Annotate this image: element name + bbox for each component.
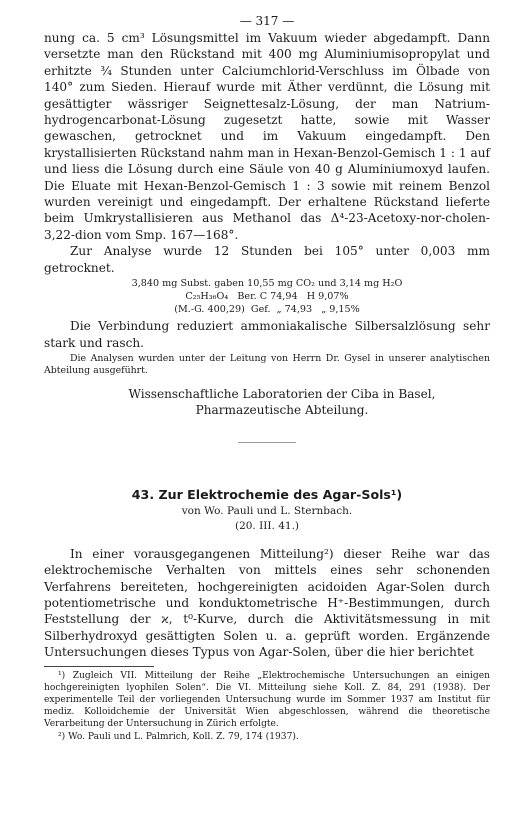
signature-line-2: Pharmazeutische Abteilung. bbox=[195, 402, 369, 417]
analysis-molecular-weight: (M.-G. 400,29) bbox=[174, 304, 245, 316]
footnote-rule bbox=[44, 666, 154, 667]
footnote-2: ²) Wo. Pauli und L. Palmrich, Koll. Z. 79, 174 (1937). bbox=[58, 731, 299, 742]
article-date: (20. III. 41.) bbox=[234, 519, 300, 532]
analysis-line-2 bbox=[44, 290, 490, 303]
footnotes bbox=[44, 670, 490, 743]
analysis-measurement: 3,840 mg Subst. gaben 10,55 mg CO₂ und 3,14 mg H₂O bbox=[131, 278, 403, 290]
paragraph-introduction: In einer vorausgegangenen Mitteilung²) dieser Reihe war das elektrochemische Verhalten von mittels eines sehr schonenden Verfahrens bereiteten, hochgereinigten acidoiden Agar-Solen durch potentiometrische und konduktometrische H⁺-Bestimmungen, durch Feststellung der ϰ, t⁰-Kurve, durch die Aktivitätsmessung in mit Silberhydroxyd gesättigten Solen u. a. geprüft worden. Ergänzende Untersuchungen dieses Typus von Agar-Solen, über die hier berichtet bbox=[44, 546, 490, 660]
analysis-calculated: Ber. C 74,94 H 9,07% bbox=[228, 291, 349, 303]
section-divider bbox=[238, 442, 296, 443]
paragraph-result: Die Verbindung reduziert ammoniakalische Silbersalzlösung sehr stark und rasch. bbox=[44, 319, 490, 350]
article-authors: von Wo. Pauli und L. Sternbach. bbox=[181, 504, 353, 517]
footnote-1: ¹) Zugleich VII. Mitteilung der Reihe „Elektrochemische Untersuchungen an einigen hochgereinigten lyophilen Solen“. Die VI. Mitteilung siehe Koll. Z. 84, 291 (1938). Der experimentelle Teil der vorliegenden Untersuchung wurde im Sommer 1937 am Institut für mediz. Kolloidchemie der Universität Wien abgeschlossen, während die theoretische Verarbeitung der Untersuchung in Zürich erfolgte. bbox=[44, 670, 490, 730]
analysis-credit-note: Die Analysen wurden unter der Leitung von Herrn Dr. Gysel in unserer analytischen Abteilung ausgeführt. bbox=[44, 352, 490, 377]
analysis-line-1 bbox=[44, 277, 490, 290]
elemental-analysis bbox=[44, 277, 490, 316]
paragraph-procedure: nung ca. 5 cm³ Lösungsmittel im Vakuum wieder abgedampft. Dann versetzte man den Rückstand mit 400 mg Aluminiumisopropylat und erhitzte ¾ Stunden unter Calciumchlorid-Verschluss im Ölbade von 140° zum Sieden. Hierauf wurde mit Äther verdünnt, die Lösung mit gesättigter wässriger Seignettesalz-Lösung, der man Natrium-hydrogencarbonat-Lösung zugesetzt hatte, sowie mit Wasser gewaschen, getrocknet und im Vakuum eingedampft. Den krystallisierten Rückstand nahm man in Hexan-Benzol-Gemisch 1 : 1 auf und liess die Lösung durch eine Säule von 40 g Aluminiumoxyd laufen. Die Eluate mit Hexan-Benzol-Gemisch 1 : 3 sowie mit reinem Benzol wurden vereinigt und eingedampft. Der erhaltene Rückstand lieferte beim Umkrystallisieren aus Methanol das Δ⁴-23-Acetoxy-nor-cholen-3,22-dion vom Smp. 167—168°. bbox=[44, 31, 490, 242]
institution-signature bbox=[44, 386, 490, 418]
analysis-formula: C₂₅H₃₆O₄ bbox=[185, 291, 229, 303]
paragraph-analysis-intro: Zur Analyse wurde 12 Stunden bei 105° unter 0,003 mm getrocknet. bbox=[44, 244, 490, 275]
page-number: — 317 — bbox=[239, 14, 295, 28]
signature-line-1: Wissenschaftliche Laboratorien der Ciba in Basel, bbox=[128, 386, 436, 401]
document-page bbox=[44, 14, 490, 743]
analysis-found: Gef. „ 74,93 „ 9,15% bbox=[244, 304, 360, 316]
article-title: 43. Zur Elektrochemie des Agar-Sols¹) bbox=[131, 486, 403, 502]
analysis-line-3 bbox=[44, 303, 490, 316]
